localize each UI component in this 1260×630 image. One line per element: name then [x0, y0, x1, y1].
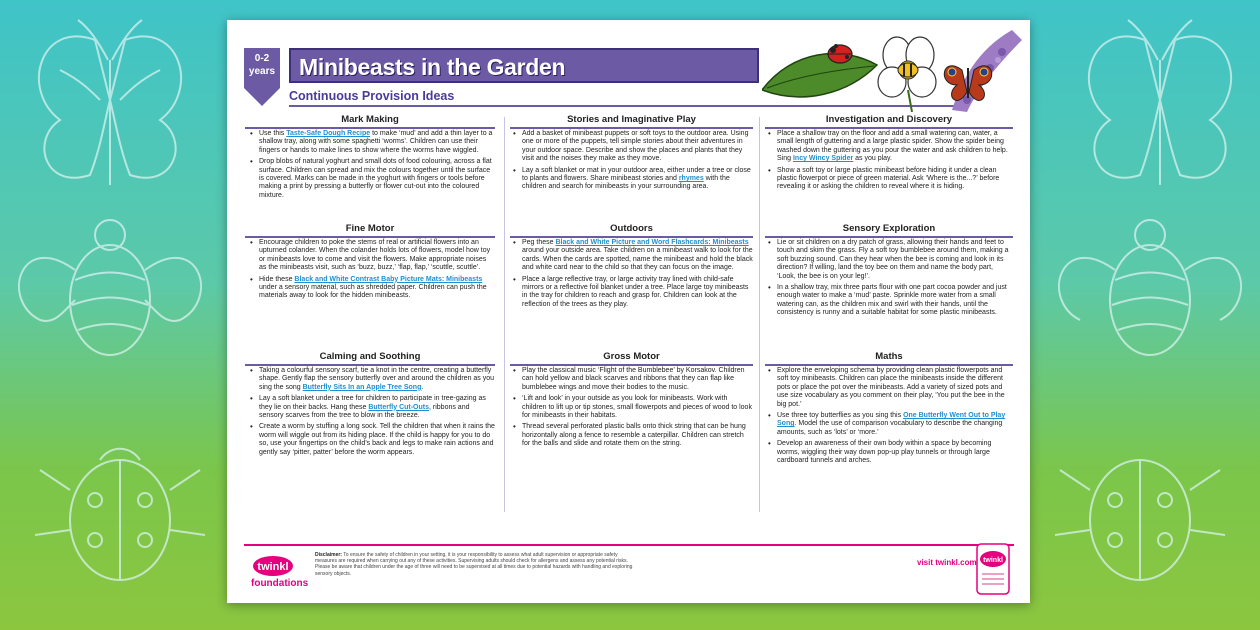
list-item: • Create a worm by stuffing a long sock. Tell the children that when it rains the worm will wiggle out from its hiding place. If the child is happy for you to do so, use your fingertips on the child’s back and legs to make rain actions and gently say ‘pitter, patter’ before the worm appears. — [247, 423, 495, 457]
rhymes-link[interactable]: rhymes — [678, 175, 704, 183]
list-item: • Thread several perforated plastic balls onto thick string that can be hung horizontally along a fence to resemble a caterpillar. Children can stretch for the balls and slide and rotate them on the string. — [510, 423, 753, 448]
column-divider — [759, 117, 760, 512]
twinkl-badge-logo — [976, 543, 1010, 595]
logo-subword: foundations — [251, 578, 309, 589]
ladybird-line-art-left — [35, 449, 205, 580]
ladybird-line-art-right — [1055, 460, 1225, 580]
section-title-stories: Stories and Imaginative Play — [567, 114, 696, 125]
section-title-investigation: Investigation and Discovery — [825, 114, 953, 125]
leaf-icon — [762, 54, 877, 97]
list-item: • Place a shallow tray on the floor and add a small watering can, water, a small length of guttering and a large plastic spider. Show the spider being washed down the guttering as you pour the water and ask children to help. Sing Incy Wincy Spider as you play. — [765, 130, 1013, 164]
page-title: Minibeasts in the Garden — [299, 54, 566, 80]
bee-line-art-left — [19, 220, 201, 355]
list-item: • ‘Lift and look’ in your outside as you look for minibeasts. Work with children to lift up or tip stones, small flowerpots and pieces of wood to look for minibeasts in their habitats. — [510, 395, 753, 420]
badge-wordmark: twinkl — [983, 557, 1003, 564]
list-item: • Lay a soft blanket under a tree for children to participate in tree-gazing as they lie on their backs. Hang these Butterfly Cut-Outs, ribbons and sensory scarves from the tree to blow in the breeze. — [247, 395, 495, 420]
disclaimer-label: Disclaimer: — [315, 552, 342, 558]
list-item: • Use three toy butterflies as you sing this One Butterfly Went Out to Play Song. Model the use of comparison vocabulary to describe the changing amounts, such as ‘lots’ or ‘more.’ — [765, 412, 1013, 437]
page-subtitle: Continuous Provision Ideas — [289, 89, 455, 103]
list-item: • Lay a soft blanket or mat in your outdoor area, either under a tree or close to plants and flowers. Share minibeast stories and rhymes with the children and search for minibeasts in your surrounding area. — [510, 167, 753, 192]
picture-word-flashcards-link[interactable]: Black and White Picture and Word Flashcards: Minibeasts — [555, 239, 749, 246]
title-banner — [289, 48, 759, 83]
list-item: • Taking a colourful sensory scarf, tie a knot in the centre, creating a butterfly shape. Gently flap the sensory butterfly over and around the children as you sing the song Butterfly Sits In an Apple Tree Song. — [247, 367, 495, 392]
section-rule — [510, 127, 753, 129]
list-item: • Encourage children to poke the stems of real or artificial flowers into an upturned colander. When the colander holds lots of flowers, model how toy or minibeasts love to come and visit the flowers. Make appropriate noises as the minibeasts visit, such as ‘buzz, buzz,’ ‘flap, flap,’ ‘scuttle, scuttle’. — [247, 239, 495, 273]
taste-safe-dough-link[interactable]: Taste-Safe Dough Recipe — [286, 130, 371, 137]
age-range: 0-2 — [254, 53, 270, 64]
section-stories — [510, 130, 753, 195]
column-divider — [504, 117, 505, 512]
section-investigation — [765, 130, 1013, 195]
section-mark-making — [247, 130, 495, 203]
age-badge — [244, 48, 280, 106]
logo-wordmark: twinkl — [257, 561, 289, 573]
footer-divider — [244, 544, 1014, 546]
section-maths — [765, 367, 1013, 468]
disclaimer — [315, 552, 637, 577]
section-title-mark-making: Mark Making — [341, 114, 399, 125]
hero-illustration — [762, 30, 1022, 112]
section-rule — [510, 364, 753, 366]
section-title-sensory: Sensory Exploration — [842, 223, 936, 234]
section-fine-motor — [247, 239, 495, 304]
section-rule — [510, 236, 753, 238]
list-item: • Hide these Black and White Contrast Baby Picture Mats: Minibeasts under a sensory material, such as shredded paper. Children can push the materials away to look for the hidden minibeasts. — [247, 276, 495, 301]
bee-line-art-right — [1059, 220, 1241, 355]
activity-sheet — [227, 20, 1030, 603]
section-sensory — [765, 239, 1013, 321]
list-item: • Drop blobs of natural yoghurt and small dots of food colouring, across a flat surface. Children can spread and mix the colours together until the surface is covered. Marks can be made in the yoghurt with fingers or tools before making a print by pressing a butterfly or flower cut-out into the coloured mixture. — [247, 158, 495, 200]
age-unit: years — [248, 66, 276, 77]
list-item: • Show a soft toy or large plastic minibeast before hiding it under a clean plastic flowerpot or piece of green material. Ask ‘Where is the...?’ before revealing it or asking the children to reveal where it is hiding. — [765, 167, 1013, 192]
disclaimer-text: To ensure the safety of children in your setting, it is your responsibility to assess what adult supervision or appropriate safety measures are required when carrying out any of these activities. Supervising adults should check for allergens and assess any potential risks. Please be aware that children under the age of three will need to be supervised at all times due to potential hazards with handling and exploring sensory objects. — [315, 552, 633, 577]
list-item: • Use this Taste-Safe Dough Recipe to make ‘mud’ and add a thin layer to a shallow tray, along with some spaghetti ‘worms’. Children can use their fingers or hands to make lines to show where the worms have wiggled. — [247, 130, 495, 155]
list-item: • Explore the enveloping schema by providing clean plastic flowerpots and soft toy minibeasts. Children can place the minibeasts inside the different pots or place the pot over the minibeasts. Add a variety of sized pots and use size vocabulary as you comment on their play, ‘You put the bee in the big pot.’ — [765, 367, 1013, 409]
section-rule — [765, 364, 1013, 366]
section-rule — [765, 236, 1013, 238]
section-title-maths: Maths — [875, 351, 903, 362]
butterfly-cut-outs-link[interactable]: Butterfly Cut-Outs — [368, 403, 430, 411]
list-item: • In a shallow tray, mix three parts flour with one part cocoa powder and just enough water to make a ‘mud’ paste. Sprinkle more water from a small watering can, as the children mix and swirl with their hands, until the consistency is runny and a suitable habitat for some plastic minibeasts. — [765, 284, 1013, 318]
twinkl-foundations-logo — [249, 552, 317, 592]
section-title-calming: Calming and Soothing — [319, 351, 421, 362]
list-item: • Play the classical music ‘Flight of the Bumblebee’ by Korsakov. Children can hold yellow and black scarves and ribbons that they can flap like bumblebee wings and move their bodies to the music. — [510, 367, 753, 392]
section-calming — [247, 367, 495, 460]
contrast-picture-mats-link[interactable]: Black and White Contrast Baby Picture Mats: Minibeasts — [294, 275, 483, 283]
butterfly-line-art-right — [1089, 20, 1231, 185]
section-title-gross-motor: Gross Motor — [603, 351, 660, 362]
section-rule — [245, 236, 495, 238]
section-rule — [765, 127, 1013, 129]
ladybird-icon — [828, 44, 852, 63]
list-item: • Develop an awareness of their own body within a space by becoming worms, wiggling their way down pop-up play tunnels or through large cardboard tunnels and arches. — [765, 440, 1013, 465]
list-item: • Peg these Black and White Picture and Word Flashcards: Minibeasts around your outside area. Take children on a minibeast walk to look for the cards. When the cards are spotted, name the minibeast and hold the black and white card near to the child so that they can focus on the image. — [510, 239, 753, 273]
section-rule — [245, 364, 495, 366]
list-item: • Place a large reflective tray, or large activity tray lined with child-safe mirrors or a reflective foil blanket under a tree. Place large toy minibeasts in the tray for children to reach and grasp for. Children can look at the reflection of the trees as they play. — [510, 276, 753, 310]
section-title-fine-motor: Fine Motor — [345, 223, 395, 234]
list-item: • Lie or sit children on a dry patch of grass, allowing their hands and feet to touch and skim the grass. Fly a soft toy bumblebee around them, making a soft buzzing sound. Can they hear when the bee is coming and look in its direction? If willing, land the toy bee on them and name the body part, ‘Look, the bee is on your leg!’. — [765, 239, 1013, 281]
incy-wincy-spider-link[interactable]: Incy Wincy Spider — [792, 155, 854, 163]
section-outdoors — [510, 239, 753, 312]
one-butterfly-song-link[interactable]: One Butterfly Went Out to Play Song — [777, 412, 1006, 428]
section-rule — [245, 127, 495, 129]
butterfly-line-art-left — [39, 20, 181, 185]
bee-icon — [898, 63, 918, 77]
apple-tree-song-link[interactable]: Butterfly Sits In an Apple Tree Song — [302, 383, 422, 391]
visit-twinkl-link[interactable]: visit twinkl.com — [917, 558, 977, 567]
list-item: • Add a basket of minibeast puppets or soft toys to the outdoor area. Using one or more of the puppets, tell simple stories about their adventures in your outdoor space. Describe and show the places and plants that they visit and the noises they make as they move. — [510, 130, 753, 164]
section-gross-motor — [510, 367, 753, 452]
butterfly-icon — [944, 66, 991, 101]
section-title-outdoors: Outdoors — [610, 223, 653, 234]
